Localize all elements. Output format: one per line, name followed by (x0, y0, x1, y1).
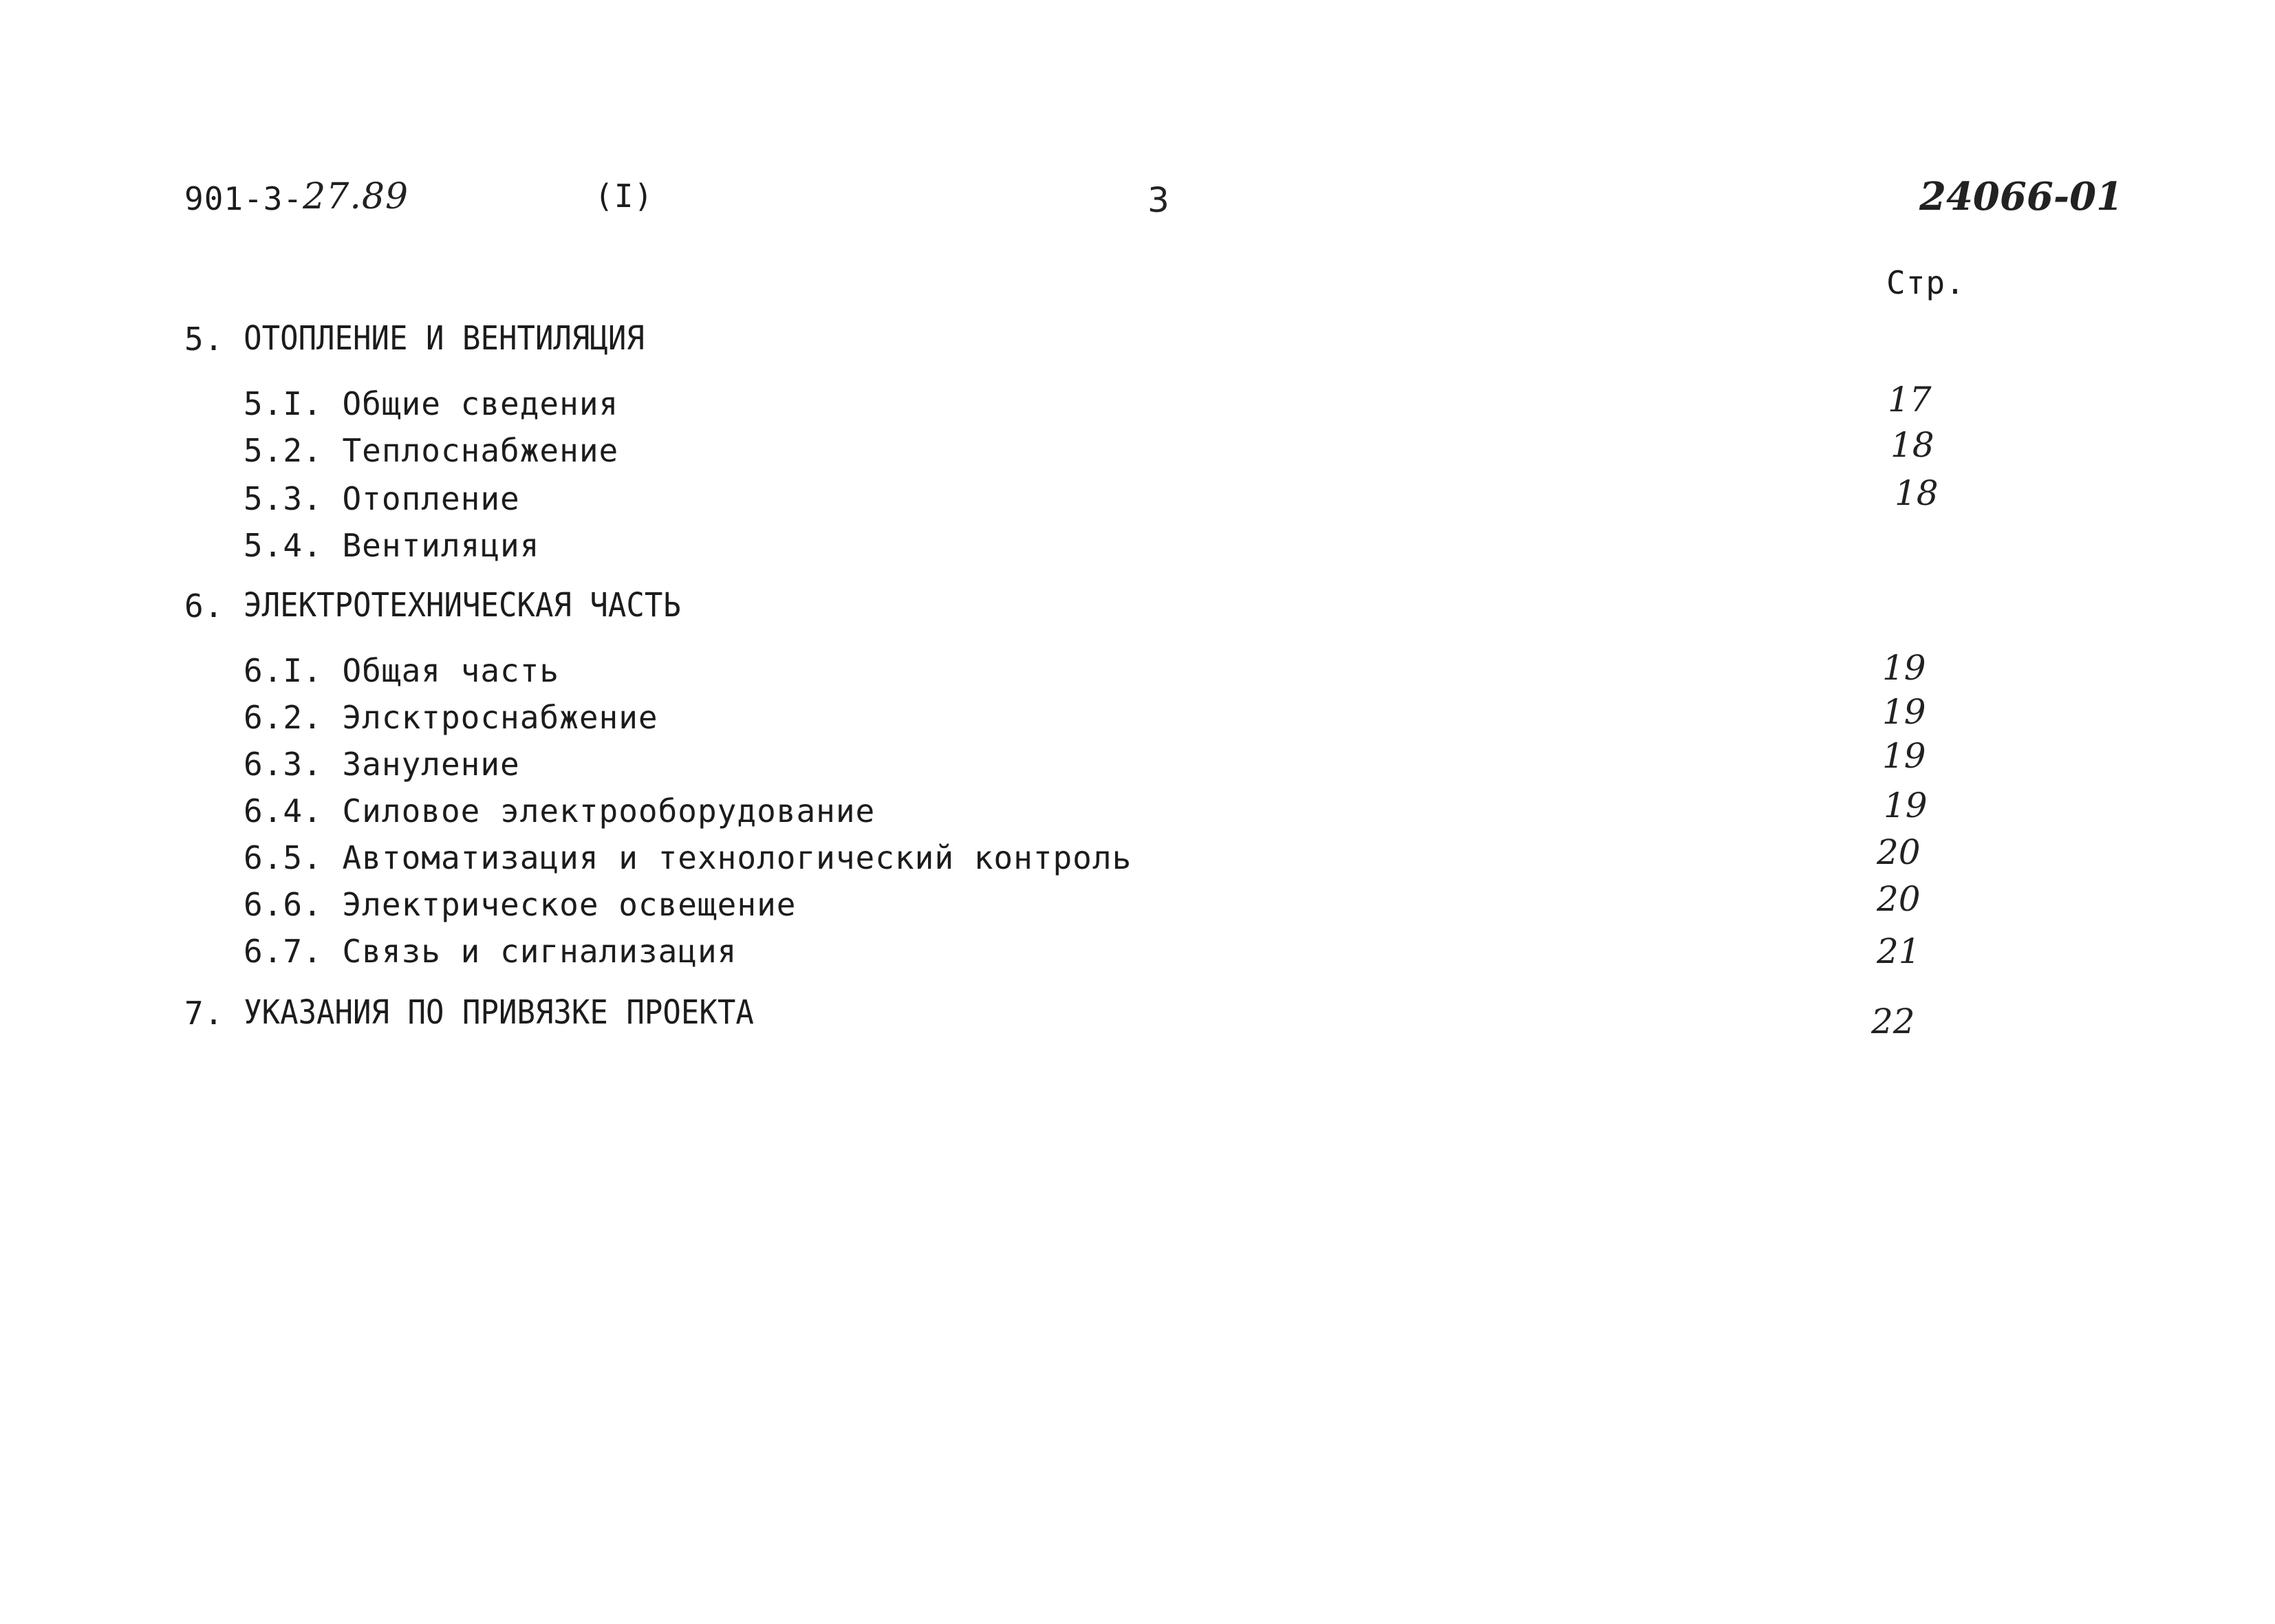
toc-item-5-1 (244, 385, 619, 422)
item-page: 19 (1884, 786, 1928, 825)
document-part: (I) (594, 177, 654, 215)
item-number: 6.3. (244, 746, 323, 783)
toc-section-5 (184, 319, 645, 358)
toc-item-6-3 (244, 746, 520, 783)
item-number: 6.I. (244, 652, 323, 689)
section-title: УКАЗАНИЯ ПО ПРИВЯЗКЕ ПРОЕКТА (244, 993, 754, 1032)
item-title: Электрическое освещение (342, 886, 797, 923)
page-number: 3 (1147, 180, 1169, 220)
item-title: Отопление (342, 480, 520, 517)
item-number: 6.6. (244, 886, 323, 923)
item-page: 18 (1895, 473, 1939, 513)
item-number: 5.I. (244, 385, 323, 422)
toc-item-5-2 (244, 432, 619, 469)
toc-item-5-3 (244, 480, 520, 517)
item-number: 5.2. (244, 432, 323, 469)
item-number: 5.4. (244, 527, 323, 564)
toc-section-6 (184, 586, 681, 625)
item-page: 20 (1877, 879, 1921, 919)
toc-item-6-5 (244, 839, 1132, 876)
section-number: 6. (184, 587, 224, 625)
inventory-number: 24066-01 (1919, 174, 2123, 219)
item-title: Зануление (342, 746, 520, 783)
section-number: 5. (184, 321, 224, 358)
item-title: Связь и сигнализация (342, 933, 737, 970)
item-title: Автоматизация и технологический контроль (342, 839, 1132, 876)
toc-item-6-7 (244, 933, 737, 970)
item-title: Общие сведения (342, 385, 619, 422)
item-page: 19 (1882, 648, 1926, 688)
item-number: 6.7. (244, 933, 323, 970)
item-number: 6.4. (244, 792, 323, 830)
item-page: 19 (1882, 736, 1926, 776)
toc-item-6-4 (244, 792, 876, 830)
item-page: 21 (1877, 931, 1921, 971)
item-title: Вентиляция (342, 527, 540, 564)
item-page: 17 (1888, 380, 1932, 420)
toc-item-6-2 (244, 699, 658, 736)
item-title: Силовое электрооборудование (342, 792, 876, 830)
toc-item-5-4 (244, 527, 540, 564)
section-page: 22 (1871, 1002, 1915, 1041)
toc-item-6-1 (244, 652, 560, 689)
item-page: 18 (1890, 425, 1934, 465)
item-number: 5.3. (244, 480, 323, 517)
toc-item-6-6 (244, 886, 797, 923)
item-title: Элсктроснабжение (342, 699, 658, 736)
toc-section-7 (184, 993, 754, 1032)
item-title: Теплоснабжение (342, 432, 619, 469)
section-number: 7. (184, 995, 224, 1032)
item-number: 6.5. (244, 839, 323, 876)
section-title: ЭЛЕКТРОТЕХНИЧЕСКАЯ ЧАСТЬ (244, 586, 681, 625)
item-page: 20 (1877, 832, 1921, 872)
document-code-prefix: 901-3- (184, 180, 303, 217)
document-code (184, 176, 409, 217)
page-column-label: Стр. (1886, 264, 1965, 301)
section-title: ОТОПЛЕНИЕ И ВЕНТИЛЯЦИЯ (244, 319, 645, 358)
item-number: 6.2. (244, 699, 323, 736)
item-page: 19 (1882, 692, 1926, 732)
item-title: Общая часть (342, 652, 560, 689)
document-code-handwritten: 27.89 (303, 176, 409, 217)
